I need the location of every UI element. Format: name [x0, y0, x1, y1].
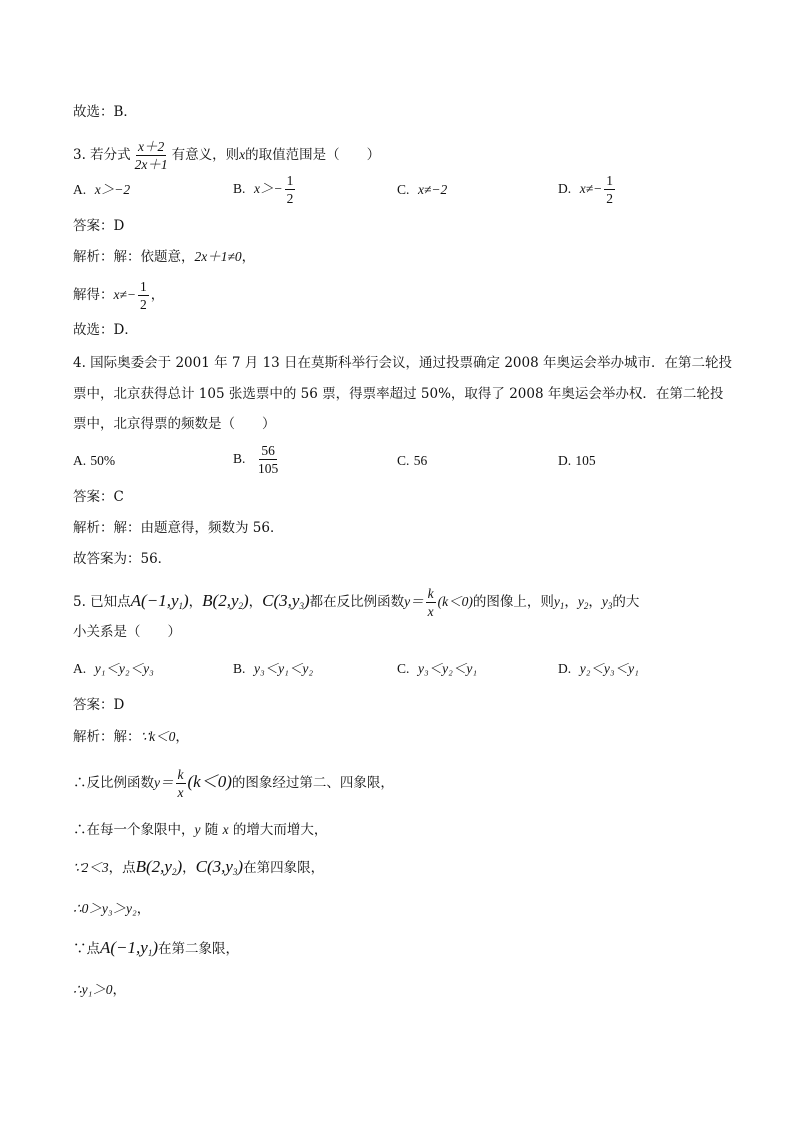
option-letter: B. [233, 451, 246, 466]
point-c: $C(3,y_3)$ [262, 591, 310, 611]
step-end: ， [136, 901, 151, 917]
q3-var: x [239, 147, 246, 162]
option-text: 105 [575, 453, 596, 468]
option-letter: B. [233, 661, 246, 676]
step-expr: ∵2＜3 [73, 860, 109, 875]
step-expr: ∴0＞y₃＞y₂ [73, 901, 137, 916]
step-text: 在第二象限， [157, 941, 239, 957]
option-letter: C. [397, 661, 410, 676]
option-letter: A. [73, 182, 87, 197]
q3-fraction [133, 138, 170, 173]
q5-step5 [73, 938, 239, 959]
q5-option-d [558, 659, 639, 679]
option-letter: A. [73, 453, 87, 468]
option-fraction [604, 172, 615, 207]
frac-num: 1 [286, 173, 294, 188]
q5-stem-line2: 小关系是（ ） [73, 624, 181, 640]
analysis-end: ， [241, 249, 256, 265]
point-b: $B(2,y_2)$ [135, 857, 183, 877]
step-text: 的图象经过第二、四象限， [231, 775, 394, 791]
q5-step1 [73, 766, 394, 801]
step-end: ， [112, 982, 127, 998]
q4-option-d [558, 451, 596, 471]
q4-stem-line1: 4. 国际奥委会于 2001 年 7 月 13 日在莫斯科举行会议，通过投票确定 2008 年奥运会举办城市．在第二轮投 [73, 355, 732, 371]
option-letter: A. [73, 661, 87, 676]
option-letter: D. [558, 661, 572, 676]
option-text: 56 [413, 453, 428, 468]
func-fraction [176, 766, 186, 801]
q5-option-c [397, 659, 477, 679]
separator: ， [188, 594, 203, 610]
q3-option-d [558, 172, 617, 207]
y2-var: $y_2$ [577, 594, 589, 611]
q3-final-choice: 故选：D． [73, 322, 138, 338]
option-letter: C. [397, 453, 410, 468]
q3-analysis [73, 247, 255, 267]
q5-prefix: 5. 已知点 [73, 594, 131, 610]
func-condition: (k＜0) [437, 594, 473, 609]
frac-den: x [177, 785, 184, 800]
separator: ， [248, 594, 263, 610]
analysis-label: 解析：解：依题意， [73, 249, 195, 265]
separator: ， [564, 594, 578, 610]
point-a: $A(-1,y_1)$ [100, 938, 158, 958]
option-letter: D. [558, 453, 572, 468]
q4-final-answer: 故答案为：56． [73, 551, 172, 567]
frac-den: 2 [140, 297, 147, 312]
step-expr: ∴y₁＞0 [73, 982, 113, 997]
option-letter: D. [558, 181, 572, 196]
analysis-label: 解析：解： [73, 729, 141, 745]
step-text: ∴在每一个象限中， [73, 822, 195, 838]
step-text: 随 [204, 822, 219, 838]
point-b: $B(2,y_2)$ [202, 591, 249, 611]
q3-stem-b: 的取值范围是（ ） [245, 147, 381, 163]
option-text: y₁＜y₂＜y₃ [94, 661, 154, 676]
q3-prefix: 3. 若分式 [73, 147, 131, 163]
q4-analysis: 解析：解：由题意得，频数为 56． [73, 520, 284, 536]
solve-label: 解得： [73, 287, 114, 303]
var-y: y [194, 822, 201, 837]
option-text: x≠−2 [417, 182, 448, 197]
frac-num: 56 [261, 443, 275, 458]
q3-solve [73, 278, 164, 313]
option-fraction [285, 172, 296, 207]
option-letter: C. [397, 182, 410, 197]
q5-step2 [73, 820, 327, 840]
var-x: x [222, 822, 229, 837]
q4-answer: 答案：C [73, 489, 124, 505]
separator: ， [182, 860, 196, 876]
option-text: y₃＜y₂＜y₁ [417, 661, 478, 676]
point-c: $C(3,y_3)$ [195, 857, 244, 877]
func-fraction [426, 585, 436, 620]
step-text: 在第四象限， [243, 860, 325, 876]
q5-analysis [73, 727, 189, 747]
frac-num: k [177, 767, 184, 782]
func-lhs: y＝ [404, 594, 424, 609]
q5-step3 [73, 857, 324, 878]
option-text: y₂＜y₃＜y₁ [579, 661, 639, 676]
option-text: x＞−2 [94, 182, 131, 197]
frac-num: 1 [606, 173, 613, 188]
q5-option-a [73, 659, 154, 679]
q3-stem [73, 138, 380, 173]
q5-stem-line1 [73, 585, 639, 620]
solve-expr: x≠− [113, 287, 137, 302]
step-text: ∴反比例函数 [73, 775, 154, 791]
frac-den: 105 [257, 461, 279, 476]
y3-var: $y_3$ [601, 594, 613, 611]
option-text: x＞− [253, 181, 283, 196]
step-text: ∵点 [73, 941, 100, 957]
frac-den: 2 [286, 191, 294, 206]
q3-stem-a: 有意义，则 [171, 147, 240, 163]
y1-var: $y_1$ [553, 594, 565, 611]
solve-fraction [138, 278, 149, 313]
q5-option-b [233, 659, 313, 679]
option-letter: B. [233, 181, 246, 196]
frac-num: 1 [140, 279, 147, 294]
func-lhs: y＝ [154, 775, 174, 790]
q3-option-c [397, 180, 447, 200]
q3-answer: 答案：D [73, 218, 125, 234]
solve-end: ， [150, 287, 165, 303]
q2-final-choice: 故选：B． [73, 104, 137, 120]
q5-answer: 答案：D [73, 697, 125, 713]
q4-stem-line2: 票中，北京获得总计 105 张选票中的 56 票，得票率超过 50%，取得了 2008 年奥运会举办权．在第二轮投 [73, 386, 724, 402]
q5-step6 [73, 980, 126, 1000]
option-text: y₃＜y₁＜y₂ [253, 661, 314, 676]
q5-stem-c: 的大 [612, 594, 640, 610]
option-text: 50% [90, 453, 116, 468]
q3-frac-num: x＋2 [138, 139, 165, 154]
frac-num: k [427, 586, 434, 601]
q3-option-b [233, 172, 297, 207]
separator: ， [588, 594, 602, 610]
frac-den: x [427, 604, 434, 619]
q4-stem-line3: 票中，北京得票的频数是（ ） [73, 416, 276, 432]
point-a: $A(-1,y_1)$ [130, 591, 189, 611]
q3-option-a [73, 180, 130, 200]
analysis-expr: ∵k＜0 [140, 729, 176, 744]
analysis-end: ， [175, 729, 189, 745]
q4-option-b [233, 442, 282, 477]
option-text: x≠− [579, 181, 603, 196]
frac-den: 2 [606, 191, 613, 206]
option-fraction [256, 442, 280, 477]
func-condition: (k＜0) [187, 772, 232, 791]
q5-step4 [73, 899, 150, 919]
step-text: 的增大而增大， [232, 822, 328, 838]
q5-stem-b: 的图像上，则 [472, 594, 554, 610]
q5-mid-text: 都在反比例函数 [309, 594, 405, 610]
q4-option-c [397, 451, 427, 471]
step-text: ，点 [108, 860, 136, 876]
q3-frac-den: 2x＋1 [134, 157, 168, 172]
analysis-expr: 2x＋1≠0 [194, 249, 242, 264]
q4-option-a [73, 451, 115, 471]
